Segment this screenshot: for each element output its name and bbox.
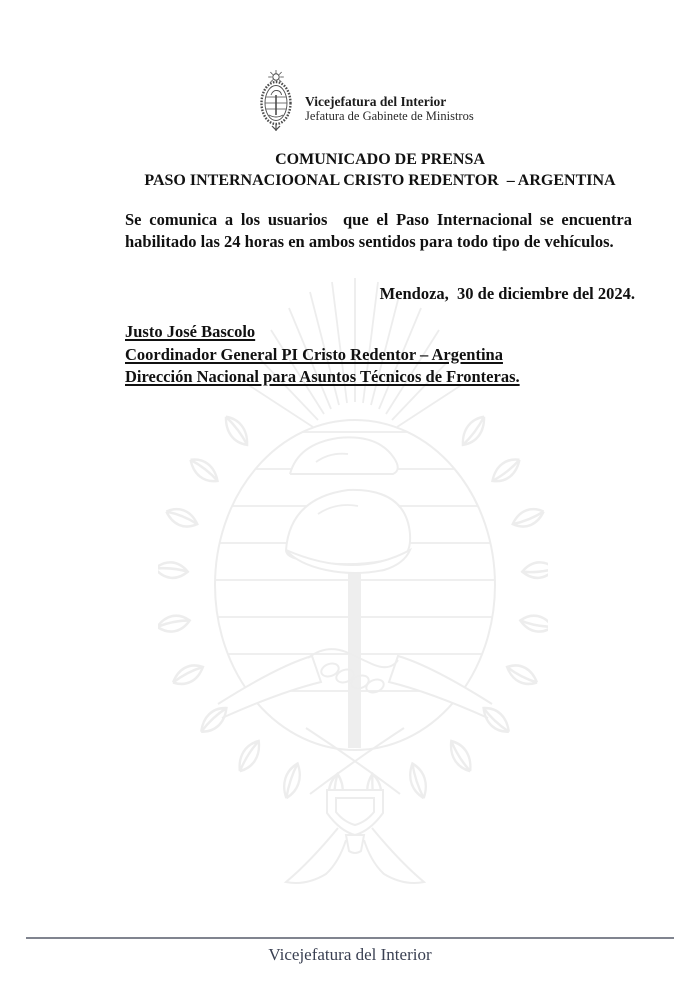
body-line-1: Se comunica a los usuarios que el Paso Internacional se encuentra bbox=[125, 210, 632, 229]
signature-block bbox=[125, 321, 635, 389]
body-line-2: habilitado las 24 horas en ambos sentidos para todo tipo de vehículos. bbox=[125, 232, 614, 251]
signatory-name: Justo José Bascolo bbox=[125, 322, 256, 341]
org-subtitle: Jefatura de Gabinete de Ministros bbox=[305, 108, 474, 123]
footer-divider bbox=[26, 937, 674, 939]
signatory-role-2: Dirección Nacional para Asuntos Técnicos de Fronteras. bbox=[125, 367, 520, 386]
letterhead bbox=[256, 69, 474, 133]
dateline: Mendoza, 30 de diciembre del 2024. bbox=[379, 284, 635, 303]
title-line-2: PASO INTERNACIOONAL CRISTO REDENTOR – ARGENTINA bbox=[144, 172, 616, 189]
body-paragraph bbox=[125, 209, 632, 253]
argentina-coat-of-arms-icon bbox=[256, 69, 296, 133]
footer-org-name: Vicejefatura del Interior bbox=[268, 945, 432, 964]
document-title bbox=[125, 149, 635, 191]
org-name: Vicejefatura del Interior bbox=[305, 93, 447, 109]
title-line-1: COMUNICADO DE PRENSA bbox=[275, 151, 485, 168]
signatory-role-1: Coordinador General PI Cristo Redentor – Argentina bbox=[125, 344, 503, 364]
